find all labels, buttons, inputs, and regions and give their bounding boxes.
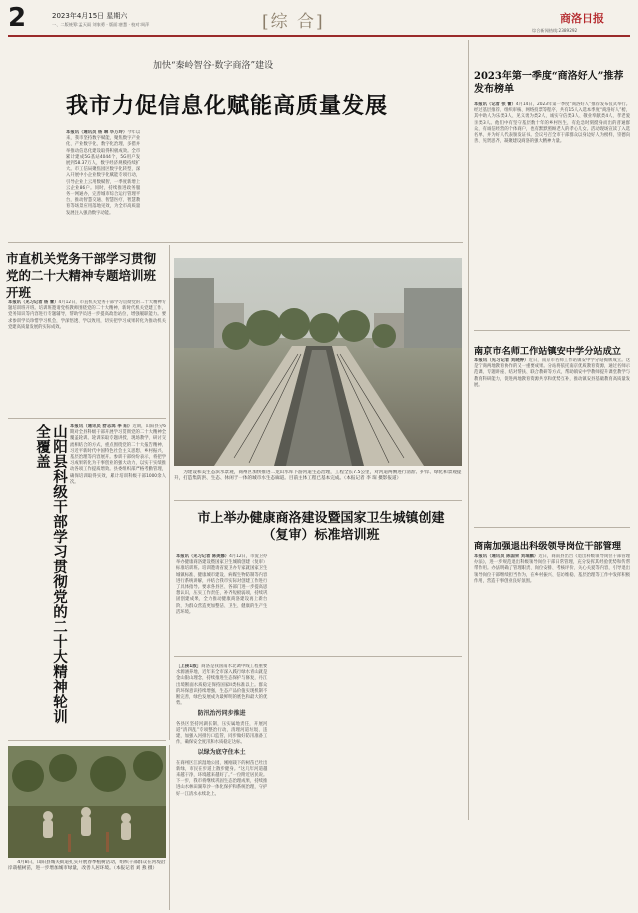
header-rule: [8, 35, 630, 37]
lead-headline: 我市力促信息化赋能高质量发展: [66, 93, 389, 119]
column-divider: [169, 245, 170, 740]
column-divider: [169, 745, 170, 910]
shangnan-body: [474, 554, 630, 894]
divider: [174, 656, 462, 657]
tree-planting-photo: [8, 746, 166, 858]
shangnan-headline: 商南加强退出科级领导岗位干部管理: [474, 541, 621, 552]
column-divider: [468, 40, 469, 820]
lead-body: [66, 130, 461, 238]
sidebar-body: [474, 102, 630, 322]
issue-date: 2023年4月15日 星期六: [52, 12, 128, 20]
nanjing-byline: 本报讯（见习记者 刘晓婷）: [474, 358, 529, 363]
river-construction-photo: [174, 258, 462, 466]
feature-text: 商洛是我国南水北调中线工程重要水源涵养地，近年来全市深入践行绿水青山就是金山银山理念，持续推进生态保护与修复，丹江出境断面水质稳定保持国家II类标准以上。群众的环保意识持续增强，生态产品价值实现机制不断完善，绿色发展成为最鲜明的底色和最大的优势。: [176, 664, 268, 707]
page-number: 2: [8, 3, 27, 33]
feature-text-2: 各县区坚持河湖长制，压实属地责任，开展河道“清四乱”专项整治行动，清理河道垃圾、违建，加强入河排污口监管，同步做好防汛准备工作，确保安全度汛和水质稳定达标。: [176, 721, 268, 746]
news-hotline: 综合新闻热线:2389292: [532, 28, 578, 33]
lead-kicker: 加快“秦岭智谷·数字商洛”建设: [153, 61, 274, 71]
river-scene-illustration: [174, 258, 462, 466]
shanyang-text: 近期，山阳县分6期对全县科级干部开展学习贯彻党的二十大精神全覆盖轮训。轮训采取专题讲授、现场教学、研讨交流相结合的方式，重点围绕党的二十大报告精神、习近平新时代中国特色社会主义思想、乡村振兴、基层治理等内容展开。参训干部纷纷表示，将把学习成果转化为干事创业的强大动力，以实干实绩推动各项工作提质增效。县委组织部严格考勤管理，确保培训取得实效，累计培训科级干部1000余人次。: [70, 424, 166, 485]
shanyang-body: [70, 424, 166, 724]
sidebar-headline: 2023年第一季度“商洛好人”推荐发布榜单: [474, 71, 624, 95]
tree-photo-caption: 4月8日，山阳县城关街道扎实开展春季植树活动，组织干部群众在河堤沿岸栽植树苗，进一步增加城市绿量，改善人居环境。（本报记者 刘 燕 摄）: [8, 860, 166, 872]
feature-body: [176, 664, 462, 908]
section-label: [综 合]: [262, 12, 325, 32]
party-body: [8, 300, 166, 410]
divider: [174, 500, 462, 501]
feature-subhead-1: 防汛治污同步推进: [197, 710, 246, 718]
feature-subhead-2: 以绿为底守住本土: [197, 749, 246, 757]
divider: [474, 330, 630, 331]
editor-credits: 一、二版统筹:孟天雨 刘家勇 · 版面:唐慧 · 校对:周萍: [52, 22, 150, 27]
newspaper-logo: 商洛日报: [560, 12, 604, 25]
party-headline: 市直机关党务干部学习贯彻党的二十大精神专题培训班开班: [6, 251, 157, 300]
lead-text: 今年以来，我市坚持数字赋能，聚焦数字产业化、产业数字化、数字化治理，多措并举推动信息化建设取得积极成效。全市累计建成5G基站4044个，5G用户发展到58.37万人，数字经济规模持续扩大。市工信局聚焦园区数字化转型，深入开展中小企业数字化赋能专项行动，引导企业上云用数赋智，一季度新增上云企业86户。同时，持续推进政务服务一网通办，完善城市综合运行管理平台，推动智慧交通、智慧医疗、智慧教育等场景应用落地见效，为全市高质量发展注入强劲数字动能。: [66, 130, 141, 216]
sidebar-byline: 本报讯（记者 张 蕾）: [474, 102, 516, 107]
divider: [8, 740, 166, 741]
sidebar-text: 4月14日，2023年第一季度“商洛好人”推荐发布仪式举行。经过基层推荐、组织审核、网络投票等程序，共有15人入选本季度“商洛好人”榜，其中助人为乐类3人、见义勇为类2人、诚实守信类3人、敬业奉献类4人、孝老爱亲类3人。他们中有坚守基层数十年的乡村医生，有危急时刻挺身而出的普通群众，有诚信经营的个体商户，也有默默照顾老人的孝心儿女。活动现场宣读了入选名单，并为好人代表颁发证书。会议号召全市干部群众以身边好人为榜样，崇德向善、见贤思齐，凝聚建设商洛的强大精神力量。: [474, 102, 630, 145]
party-text: 4月12日，市直机关党务干部学习贯彻党的二十大精神专题培训班开班。培训班邀请党校教师围绕党的二十大精神、新时代机关党建工作、党务知识等内容进行专题辅导，帮助学员进一步提高政治站位，增强履职能力。要求参训学员珍惜学习机会，学深悟透、学以致用，切实把学习成果转化为推动机关党建高质量发展的实际成效。: [8, 300, 166, 330]
tree-planting-illustration: [8, 746, 166, 858]
lead-byline: 本报讯（通讯员 杨 琳 毕万玲）: [66, 130, 128, 135]
nanjing-body: [474, 358, 630, 518]
feature-text-3: 在商州区江滨湿地公园，刚刚栽下的树苗已吐出新绿，市民在步道上散步健身。“这几年河道越来越干净，环境越来越好了。”一位附近居民说。下一步，我市将继续巩固生态治理成果，持续推进山水林田湖草沙一体化保护和系统治理，守护好一江清水永续北上。: [176, 760, 268, 797]
divider: [8, 242, 463, 243]
party-byline: 本报讯（见习记者 杨 蕾）: [8, 300, 59, 305]
divider: [8, 418, 166, 419]
shanyang-byline: 本报讯（通讯员 舒志鸿 李 阳）: [70, 424, 133, 429]
health-text: 4月12日，市爱卫办举办健康商洛建设暨国家卫生城镇创建（复审）标准培训班。培训邀请省爱卫办专家就国家卫生城镇标准、健康城市建设、病媒生物防制等内容进行系统讲解，并结合我市实际对创建工作进行了具体指导。要求各县区、各部门进一步提高思想认识，压实工作责任，补齐短板弱项，持续巩固创建成果，全力推动健康商洛建设再上新台阶，为群众营造更加整洁、卫生、健康的生产生活环境。: [176, 554, 268, 615]
shangnan-byline: 本报讯（通讯员 陈国荣 刘瑞鹏）: [474, 554, 539, 559]
nanjing-text: 近日，南京市名师工作站镇安中学分站揭牌成立。这是宁商两地教育协作的又一重要成果。分站将依托南京优质教育资源，通过名师示范课、专题讲座、结对帮扶、联合教研等方式，帮助镇安中学教师提升课堂教学与教育科研能力，促进两地教育资源共享和优势互补，推动镇安县基础教育高质量发展。: [474, 358, 630, 388]
river-photo-caption: 为建设和美生态滨水景观，商州区加快推进二龙山水库下游河道生态治理，工程全长7.5公里，对河道两侧进行清淤、护岸、绿化和景观提升，打造集防洪、生态、休闲于一体的城市水生态廊道。目前主体工程已基本完成。（本报记者 李 琛 摄影报道）: [174, 470, 462, 482]
shangnan-text: 近日，商南县出台《退出科级领导岗位干部管理办法》，进一步规范退出科级领导岗位干部日常管理，充分发挥其经验优势和传帮带作用。办法明确了管理职责、岗位安排、考核评价、关心关爱等内容，引导退出领导岗位干部继续担当作为，在乡村振兴、信访维稳、基层治理等工作中发挥积极作用，营造干事创业良好氛围。: [474, 554, 630, 584]
divider: [474, 527, 630, 528]
health-byline: 本报讯（见习记者 陈美娜）: [176, 554, 230, 559]
feature-kicker: ［上接1版］: [176, 664, 202, 669]
shanyang-headline: 山阳县科级干部学习贯彻党的二十大精神轮训全覆盖: [34, 424, 68, 724]
nanjing-headline: 南京市名师工作站镇安中学分站成立: [474, 346, 621, 357]
health-headline: 市上举办健康商洛建设暨国家卫生城镇创建（复审）标准培训班: [197, 511, 445, 543]
health-body: [176, 554, 462, 652]
